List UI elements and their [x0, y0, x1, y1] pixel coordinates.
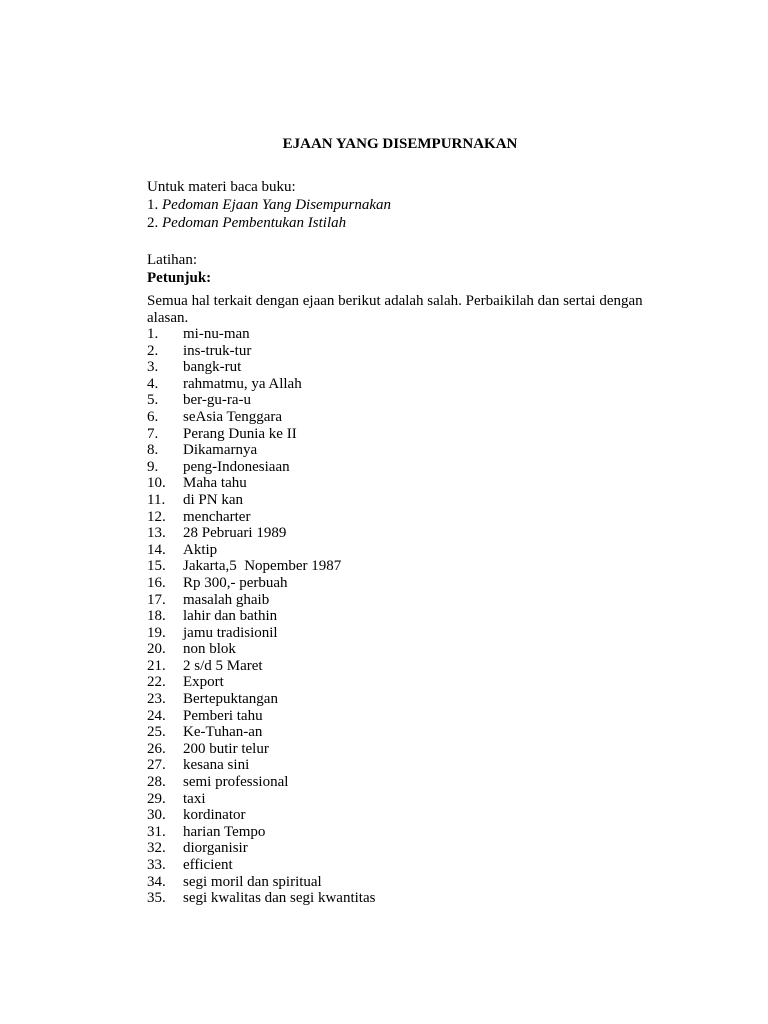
reference-number: 2. [147, 215, 159, 231]
list-item-text: Aktip [183, 541, 218, 558]
list-item-text: Perang Dunia ke II [183, 425, 297, 442]
list-item-text: Jakarta,5 Nopember 1987 [183, 558, 342, 575]
list-item-text: efficient [183, 857, 233, 873]
list-item-text: masalah ghaib [183, 591, 270, 608]
list-item-text: ber-gu-ra-u [183, 392, 251, 409]
reference-item [147, 214, 677, 232]
list-item-number: 7. [147, 425, 159, 442]
list-item [147, 343, 687, 360]
list-item [147, 376, 687, 393]
list-item [147, 641, 687, 658]
list-item-text: harian Tempo [183, 823, 266, 840]
list-item-number: 13. [147, 525, 166, 542]
list-item-text: peng-Indonesiaan [183, 458, 290, 475]
reference-title: Pedoman Ejaan Yang Disempurnakan [162, 197, 392, 213]
list-item [147, 724, 687, 741]
list-item [147, 459, 687, 476]
list-item-number: 3. [147, 359, 159, 376]
list-item-text: seAsia Tenggara [183, 408, 283, 425]
list-item-number: 17. [147, 591, 166, 608]
instruction-text: Semua hal terkait dengan ejaan berikut adalah salah. Perbaikilah dan sertai dengan alasan. [147, 293, 643, 326]
list-item-number: 2. [147, 342, 159, 359]
list-item [147, 492, 687, 509]
list-item-number: 34. [147, 873, 166, 890]
list-item-text: lahir dan bathin [183, 608, 278, 625]
list-item-text: segi kwalitas dan segi kwantitas [183, 890, 376, 907]
list-item-number: 11. [147, 491, 166, 508]
list-item-number: 9. [147, 458, 159, 475]
list-item [147, 708, 687, 725]
list-item-number: 5. [147, 392, 159, 409]
list-item-number: 26. [147, 740, 166, 757]
list-item [147, 525, 687, 542]
list-item-text: taxi [183, 790, 206, 807]
list-item-text: Ke-Tuhan-an [183, 724, 263, 741]
list-item-number: 15. [147, 558, 166, 575]
list-item-number: 23. [147, 691, 166, 708]
list-item-text: 28 Pebruari 1989 [183, 525, 287, 542]
list-item-number: 12. [147, 508, 166, 525]
list-item [147, 658, 687, 675]
list-item-number: 14. [147, 541, 166, 558]
list-item-text: ins-truk-tur [183, 342, 252, 359]
list-item [147, 475, 687, 492]
list-item [147, 757, 687, 774]
list-item [147, 791, 687, 808]
list-item [147, 608, 687, 625]
list-item-text: Export [183, 674, 224, 691]
list-item [147, 674, 687, 691]
list-item-text: Pemberi tahu [183, 707, 263, 724]
list-item [147, 592, 687, 609]
list-item [147, 890, 687, 907]
list-item [147, 542, 687, 559]
list-item [147, 824, 687, 841]
list-item [147, 625, 687, 642]
list-item [147, 409, 687, 426]
list-item [147, 359, 687, 376]
list-item-text: mencharter [183, 508, 251, 525]
list-item-number: 10. [147, 475, 166, 492]
exercise-label: Latihan: [147, 252, 197, 268]
list-item-number: 24. [147, 707, 166, 724]
list-item-number: 1. [147, 326, 159, 342]
list-item [147, 558, 687, 575]
list-item [147, 857, 687, 874]
list-item-text: kordinator [183, 807, 246, 824]
list-item-text: Bertepuktangan [183, 691, 278, 708]
list-item-number: 16. [147, 574, 166, 591]
list-item-number: 28. [147, 774, 166, 791]
list-item-number: 25. [147, 724, 166, 741]
list-item [147, 426, 687, 443]
reference-number: 1. [147, 197, 159, 213]
list-item [147, 774, 687, 791]
list-item-text: segi moril dan spiritual [183, 873, 322, 890]
list-item-text: di PN kan [183, 491, 243, 508]
reading-references [147, 178, 677, 232]
reference-title: Pedoman Pembentukan Istilah [162, 215, 347, 231]
list-item [147, 509, 687, 526]
page-title: EJAAN YANG DISEMPURNAKAN [282, 136, 518, 152]
list-item-text: Rp 300,- perbuah [183, 574, 288, 591]
list-item-number: 18. [147, 608, 166, 625]
list-item-text: rahmatmu, ya Allah [183, 375, 302, 392]
list-item [147, 874, 687, 891]
list-item-text: 200 butir telur [183, 740, 269, 757]
list-item [147, 691, 687, 708]
list-item-number: 32. [147, 840, 166, 857]
list-item-number: 4. [147, 375, 159, 392]
list-item-number: 21. [147, 657, 166, 674]
list-item-text: Maha tahu [183, 475, 247, 492]
list-item-number: 29. [147, 790, 166, 807]
reference-item [147, 196, 677, 214]
list-item-text: diorganisir [183, 840, 248, 857]
references-label: Untuk materi baca buku: [147, 179, 296, 195]
list-item [147, 741, 687, 758]
list-item-number: 27. [147, 757, 166, 774]
list-item-number: 8. [147, 442, 159, 459]
list-item [147, 392, 687, 409]
list-item [147, 442, 687, 459]
list-item-number: 33. [147, 857, 166, 873]
list-item [147, 840, 687, 857]
list-item-text: semi professional [183, 774, 289, 791]
instruction-heading: Petunjuk: [147, 270, 212, 286]
list-item-number: 35. [147, 890, 166, 907]
list-item-text: 2 s/d 5 Maret [183, 657, 263, 674]
list-item-text: bangk-rut [183, 359, 242, 376]
list-item-number: 20. [147, 641, 166, 658]
list-item-number: 30. [147, 807, 166, 824]
list-item-number: 19. [147, 624, 166, 641]
list-item [147, 326, 687, 343]
list-item-number: 31. [147, 823, 166, 840]
list-item [147, 575, 687, 592]
list-item-text: jamu tradisionil [183, 624, 278, 641]
exercise-list [147, 326, 687, 907]
list-item-text: non blok [183, 641, 236, 658]
list-item-number: 22. [147, 674, 166, 691]
list-item-text: Dikamarnya [183, 442, 258, 459]
list-item-text: kesana sini [183, 757, 250, 774]
list-item-number: 6. [147, 408, 159, 425]
list-item-text: mi-nu-man [183, 326, 250, 342]
exercise-header [147, 251, 677, 287]
list-item [147, 807, 687, 824]
